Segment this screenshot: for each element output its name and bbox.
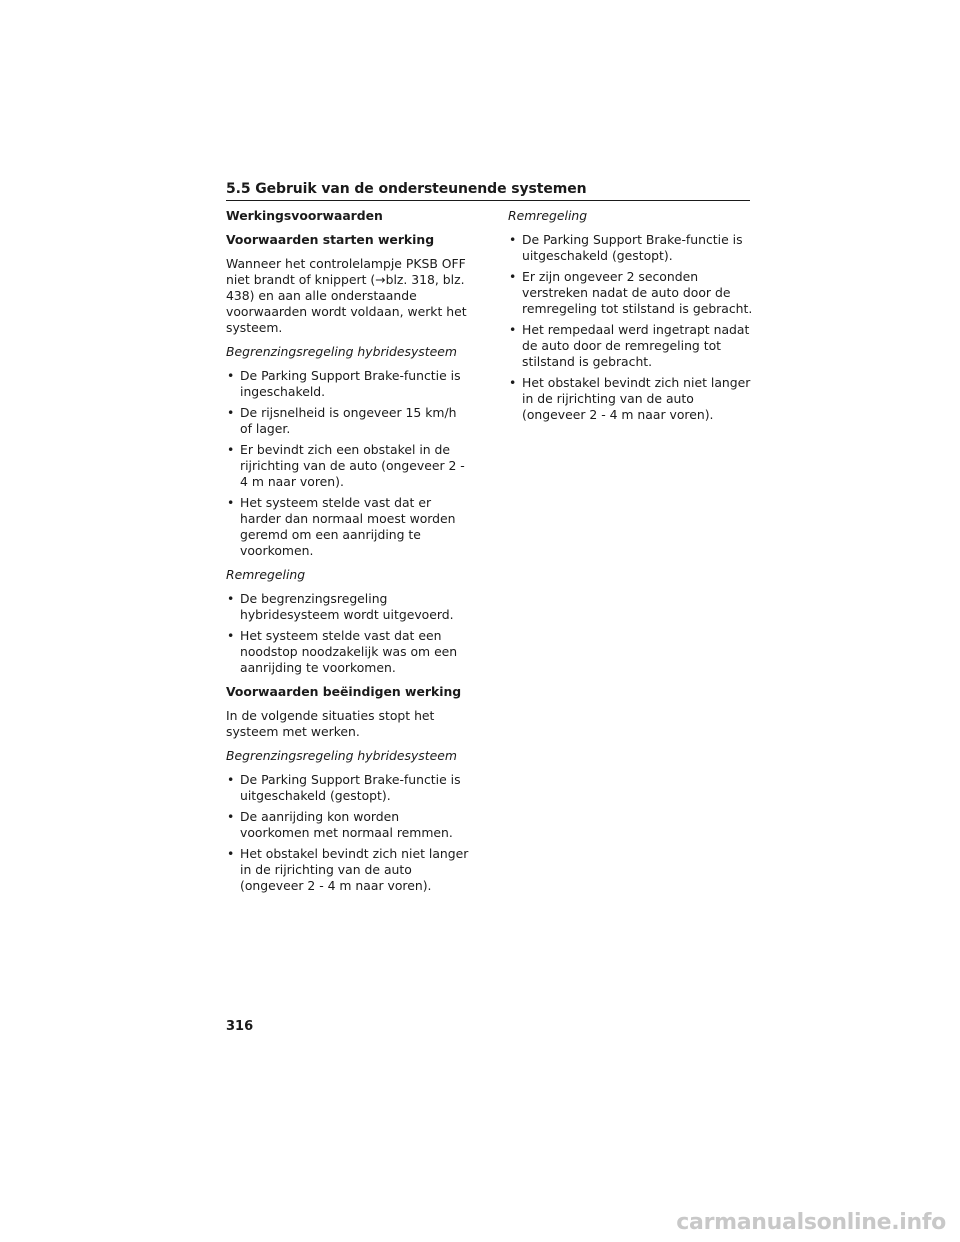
list-item: • Het rempedaal werd ingetrapt nadat de auto door de remregeling tot stilstand is gebracht. bbox=[508, 322, 753, 370]
subheading-brake-control: Remregeling bbox=[226, 567, 306, 582]
start-brake-list bbox=[226, 591, 471, 676]
list-item: • De Parking Support Brake-functie is uitgeschakeld (gestopt). bbox=[508, 232, 753, 264]
list-item: • Het obstakel bevindt zich niet langer in de rijrichting van de auto (ongeveer 2 - 4 m naar voren). bbox=[508, 375, 753, 423]
list-item: • Het systeem stelde vast dat er harder dan normaal moest worden geremd om een aanrijding te voorkomen. bbox=[226, 495, 471, 559]
heading-werkingsvoorwaarden: Werkingsvoorwaarden bbox=[226, 208, 383, 223]
list-item: • Het systeem stelde vast dat een noodstop noodzakelijk was om een aanrijding te voorkomen. bbox=[226, 628, 471, 676]
list-item: • Er bevindt zich een obstakel in de rijrichting van de auto (ongeveer 2 - 4 m naar voren). bbox=[226, 442, 471, 490]
subheading-hybrid-limit: Begrenzingsregeling hybridesysteem bbox=[226, 344, 457, 359]
end-brake-list bbox=[508, 232, 753, 423]
list-item: • De aanrijding kon worden voorkomen met normaal remmen. bbox=[226, 809, 471, 841]
page-number: 316 bbox=[226, 1019, 254, 1034]
list-item: • De Parking Support Brake-functie is uitgeschakeld (gestopt). bbox=[226, 772, 471, 804]
watermark-logo: carmanualsonline.info bbox=[676, 1210, 946, 1235]
right-column bbox=[508, 208, 753, 431]
list-item: • De begrenzingsregeling hybridesysteem wordt uitgevoerd. bbox=[226, 591, 471, 623]
left-column bbox=[226, 208, 471, 902]
end-hybrid-list bbox=[226, 772, 471, 894]
list-item: • De rijsnelheid is ongeveer 15 km/h of lager. bbox=[226, 405, 471, 437]
start-intro-paragraph: Wanneer het controlelampje PKSB OFF niet brandt of knippert (→blz. 318, blz. 438) en aan alle onderstaande voorwaarden wordt voldaan, werkt het systeem. bbox=[226, 256, 467, 335]
list-item: • Er zijn ongeveer 2 seconden verstreken nadat de auto door de remregeling tot stilstand is gebracht. bbox=[508, 269, 753, 317]
list-item: • Het obstakel bevindt zich niet langer in de rijrichting van de auto (ongeveer 2 - 4 m naar voren). bbox=[226, 846, 471, 894]
section-header bbox=[226, 178, 750, 201]
start-hybrid-list bbox=[226, 368, 471, 559]
heading-end-conditions: Voorwaarden beëindigen werking bbox=[226, 684, 462, 699]
section-title: 5.5 Gebruik van de ondersteunende systemen bbox=[226, 181, 587, 197]
heading-start-conditions: Voorwaarden starten werking bbox=[226, 232, 435, 247]
end-intro-paragraph: In de volgende situaties stopt het systeem met werken. bbox=[226, 708, 435, 739]
list-item: • De Parking Support Brake-functie is ingeschakeld. bbox=[226, 368, 471, 400]
subheading-brake-control-end: Remregeling bbox=[508, 208, 588, 223]
subheading-hybrid-limit-end: Begrenzingsregeling hybridesysteem bbox=[226, 748, 457, 763]
